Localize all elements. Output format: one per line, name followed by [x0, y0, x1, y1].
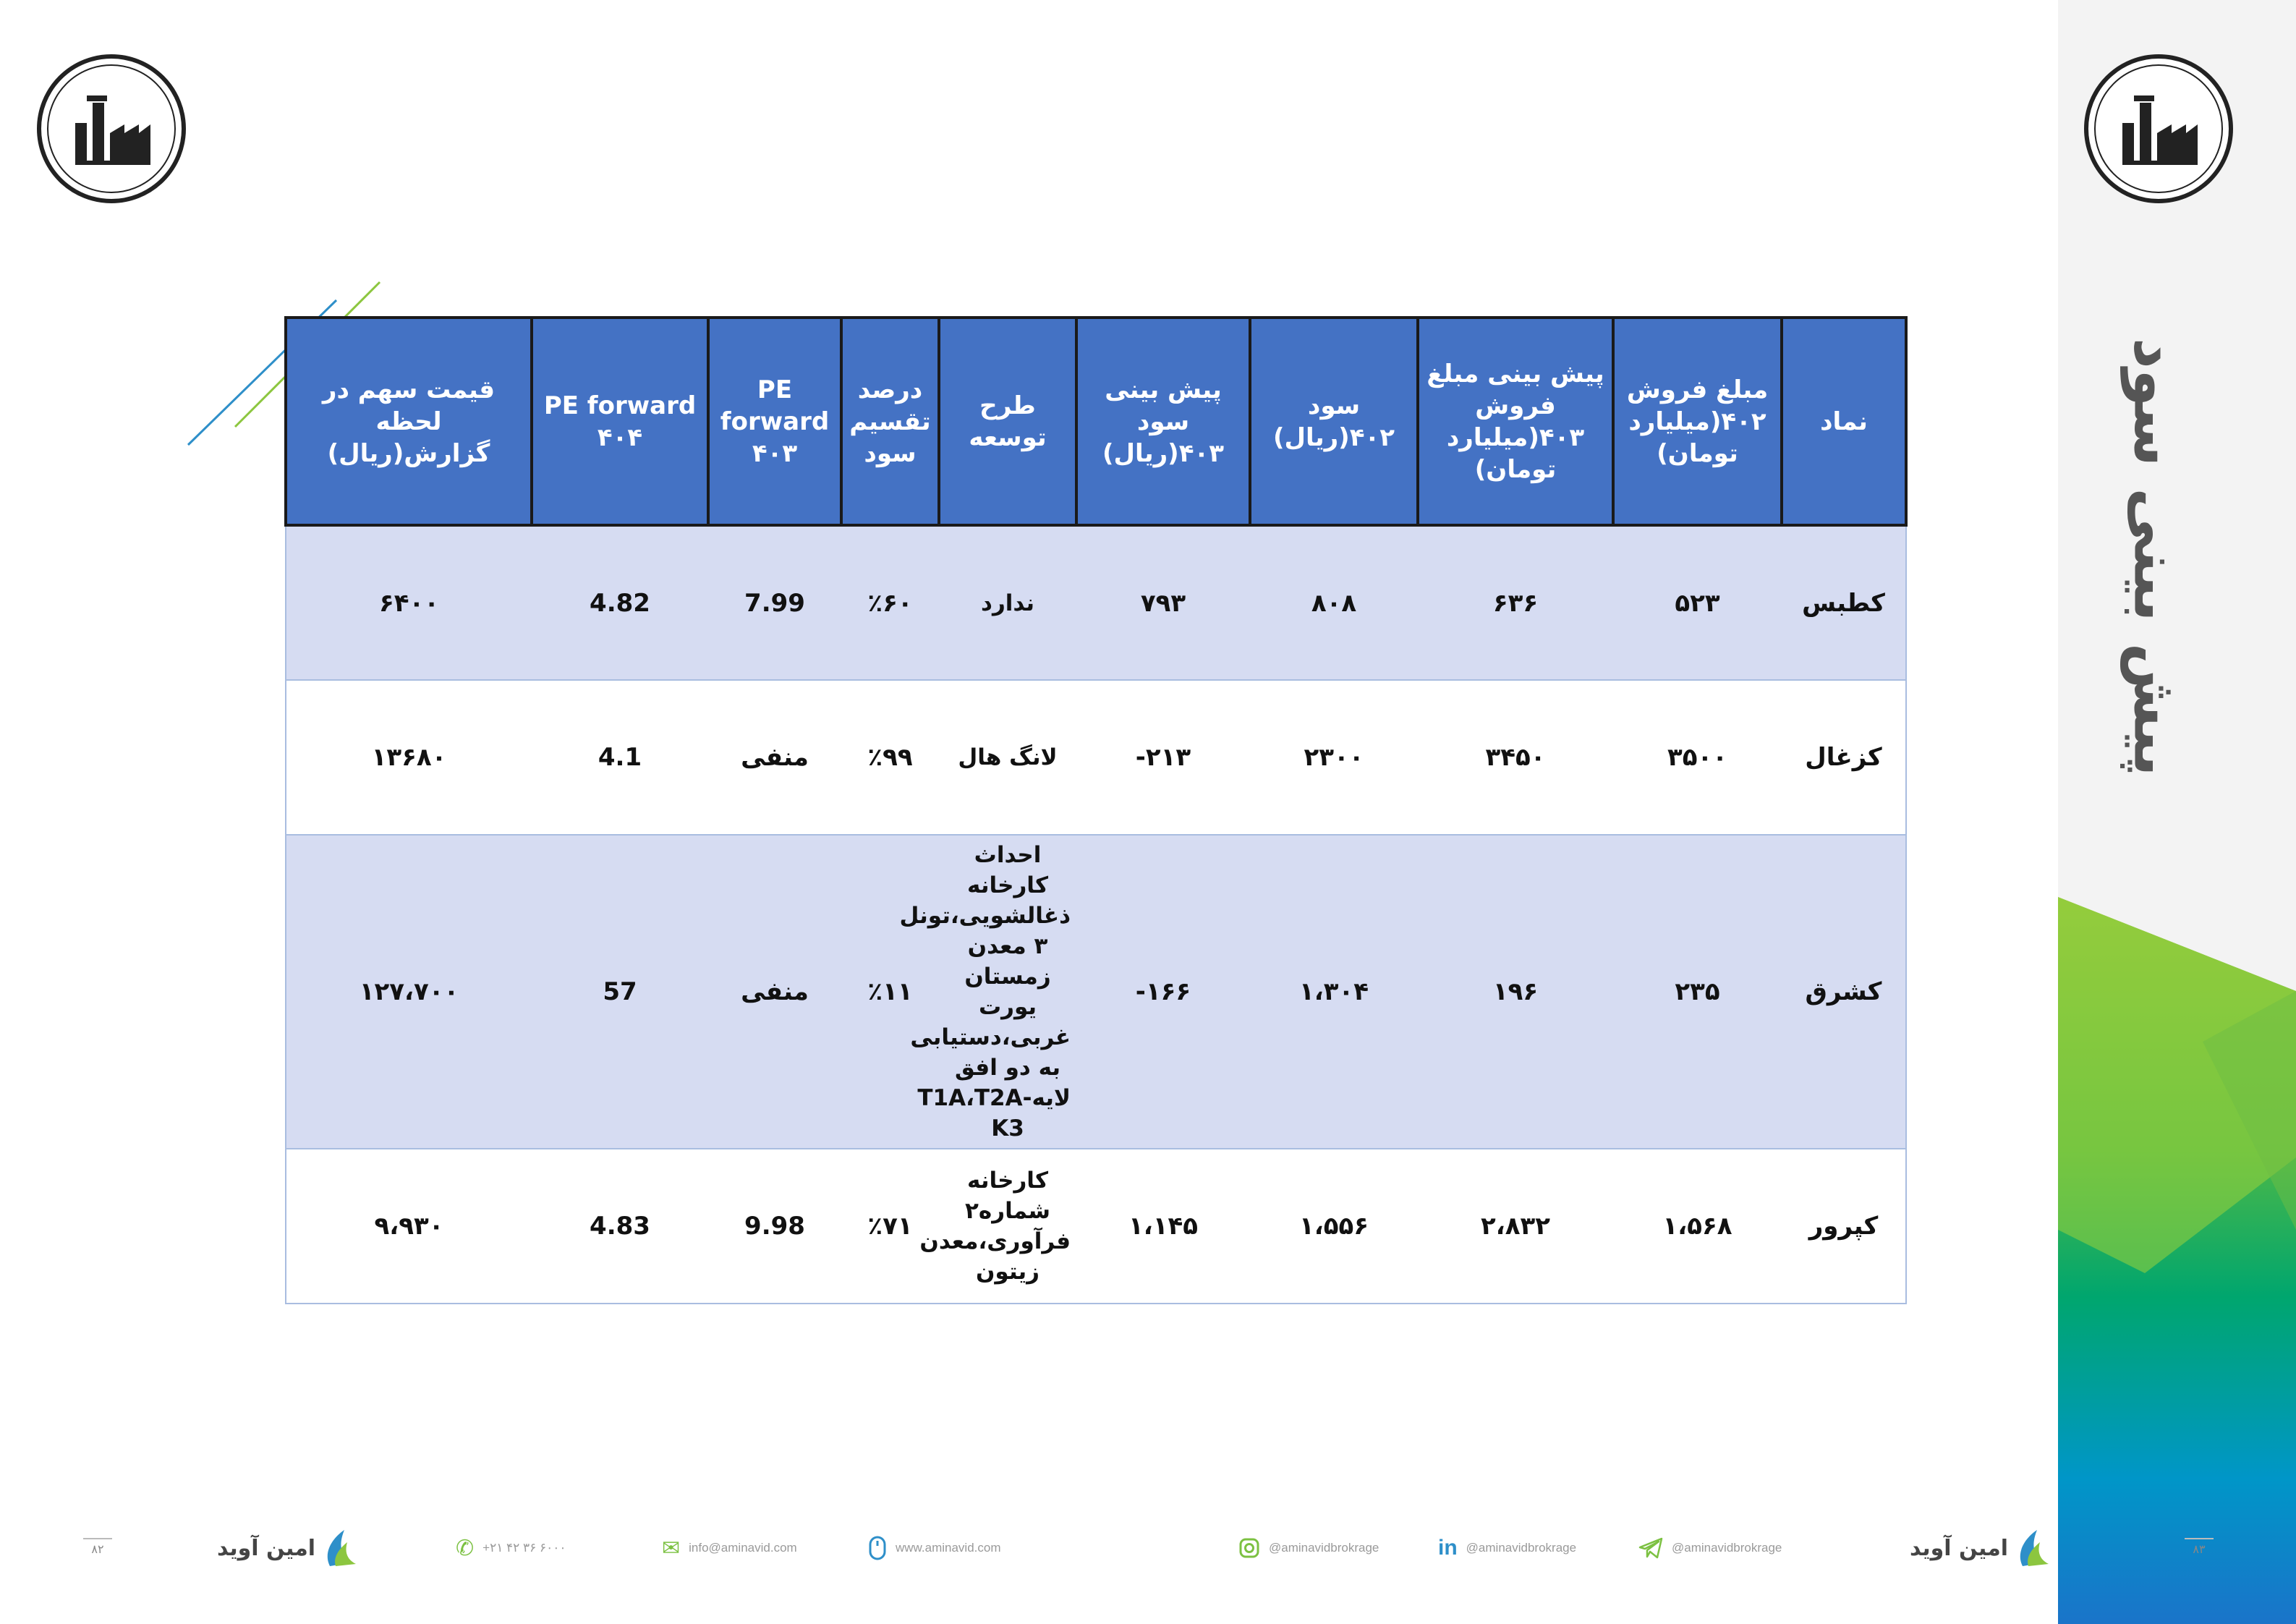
footer-brand-right [1910, 1519, 2051, 1577]
side-title-text: پیش بینی سود [2120, 337, 2192, 777]
page-number-right: ۸۳ [2185, 1538, 2214, 1556]
brand-name: امین آوید [217, 1535, 316, 1561]
cell-dividend: ٪۶۰ [841, 525, 939, 680]
cell-sales-403: ۲،۸۳۲ [1418, 1149, 1613, 1304]
table-row [286, 1149, 1906, 1304]
cell-sales-402: ۵۲۳ [1613, 525, 1782, 680]
header-dividend: درصد تقسیم سود [841, 318, 939, 525]
cell-symbol: کپرور [1782, 1149, 1906, 1304]
cell-profit-402: ۱،۵۵۶ [1250, 1149, 1418, 1304]
cell-profit-402: ۲۳۰۰ [1250, 680, 1418, 835]
footer [0, 1519, 2058, 1577]
header-plan: طرح توسعه [939, 318, 1076, 525]
cell-plan: احداث کارخانه ذغالشویی،تونل ۳ معدن زمستان یورت غربی،دستیابی به دو افق لایهT1A،T2A-K3 [939, 835, 1076, 1149]
cell-profit-403: ۱،۱۴۵ [1076, 1149, 1250, 1304]
footer-phone[interactable] [456, 1519, 566, 1577]
cell-sales-403: ۳۴۵۰ [1418, 680, 1613, 835]
cell-price: ۶۴۰۰ [286, 525, 532, 680]
header-sales-402: مبلغ فروش ۴۰۲(میلیارد تومان) [1613, 318, 1782, 525]
cell-sales-403: ۱۹۶ [1418, 835, 1613, 1149]
cell-dividend: ٪۹۹ [841, 680, 939, 835]
header-pe-404: PE forward ۴۰۴ [532, 318, 708, 525]
sidebar-gradient-shape [2058, 0, 2296, 1624]
cell-profit-403: ۱۶۶- [1076, 835, 1250, 1149]
cell-price: ۱۳۶۸۰ [286, 680, 532, 835]
website-text: www.aminavid.com [896, 1541, 1001, 1555]
table-row [286, 835, 1906, 1149]
header-sales-403: پیش بینی مبلغ فروش ۴۰۳(میلیارد تومان) [1418, 318, 1613, 525]
cell-pe-403: منفی [708, 835, 841, 1149]
factory-icon [2082, 52, 2235, 205]
cell-profit-402: ۸۰۸ [1250, 525, 1418, 680]
mouse-icon [868, 1535, 887, 1561]
cell-sales-402: ۱،۵۶۸ [1613, 1149, 1782, 1304]
footer-telegram[interactable] [1638, 1519, 1782, 1577]
cell-pe-403: 7.99 [708, 525, 841, 680]
cell-pe-404: 4.82 [532, 525, 708, 680]
cell-pe-404: 57 [532, 835, 708, 1149]
phone-icon: ✆ [456, 1536, 475, 1560]
email-icon: ✉ [662, 1536, 681, 1560]
cell-pe-403: منفی [708, 680, 841, 835]
factory-icon [35, 52, 188, 205]
brand-logo-icon [2015, 1526, 2051, 1570]
linkedin-icon: in [1438, 1536, 1458, 1560]
footer-linkedin[interactable] [1438, 1519, 1576, 1577]
cell-symbol: کشرق [1782, 835, 1906, 1149]
email-text: info@aminavid.com [689, 1541, 797, 1555]
cell-profit-402: ۱،۳۰۴ [1250, 835, 1418, 1149]
header-price: قیمت سهم در لحظه گزارش(ریال) [286, 318, 532, 525]
cell-dividend: ٪۱۱ [841, 835, 939, 1149]
cell-pe-404: 4.1 [532, 680, 708, 835]
cell-plan: لانگ هال [939, 680, 1076, 835]
header-profit-403: پیش بینی سود ۴۰۳(ریال) [1076, 318, 1250, 525]
cell-pe-404: 4.83 [532, 1149, 708, 1304]
cell-sales-402: ۳۵۰۰ [1613, 680, 1782, 835]
instagram-icon [1238, 1537, 1260, 1559]
table-row [286, 680, 1906, 835]
cell-symbol: کزغال [1782, 680, 1906, 835]
cell-pe-403: 9.98 [708, 1149, 841, 1304]
cell-plan: ندارد [939, 525, 1076, 680]
telegram-icon [1638, 1537, 1663, 1559]
header-profit-402: سود ۴۰۲(ریال) [1250, 318, 1418, 525]
brand-name: امین آوید [1910, 1535, 2009, 1561]
cell-plan: کارخانه شماره۲ فرآوری،معدن زیتون [939, 1149, 1076, 1304]
table-header-row [286, 318, 1906, 525]
profit-forecast-table [284, 316, 1905, 1304]
cell-price: ۹،۹۳۰ [286, 1149, 532, 1304]
footer-website[interactable] [868, 1519, 1001, 1577]
cell-sales-402: ۲۳۵ [1613, 835, 1782, 1149]
header-symbol: نماد [1782, 318, 1906, 525]
instagram-text: @aminavidbrokrage [1269, 1541, 1379, 1555]
cell-dividend: ٪۷۱ [841, 1149, 939, 1304]
phone-text: +۲۱ ۴۲ ۳۶ ۶۰۰۰ [482, 1541, 566, 1555]
cell-symbol: کطبس [1782, 525, 1906, 680]
linkedin-text: @aminavidbrokrage [1466, 1541, 1577, 1555]
cell-profit-403: ۲۱۳- [1076, 680, 1250, 835]
cell-profit-403: ۷۹۳ [1076, 525, 1250, 680]
footer-email[interactable] [662, 1519, 797, 1577]
cell-price: ۱۲۷،۷۰۰ [286, 835, 532, 1149]
table-row [286, 525, 1906, 680]
telegram-text: @aminavidbrokrage [1672, 1541, 1782, 1555]
cell-sales-403: ۶۳۶ [1418, 525, 1613, 680]
footer-brand-left [217, 1519, 359, 1577]
right-sidebar [2058, 0, 2296, 1624]
brand-logo-icon [323, 1526, 359, 1570]
side-title [2083, 304, 2228, 810]
header-pe-403: PE forward ۴۰۳ [708, 318, 841, 525]
page-number-left: ۸۲ [83, 1538, 112, 1556]
footer-instagram[interactable] [1238, 1519, 1379, 1577]
